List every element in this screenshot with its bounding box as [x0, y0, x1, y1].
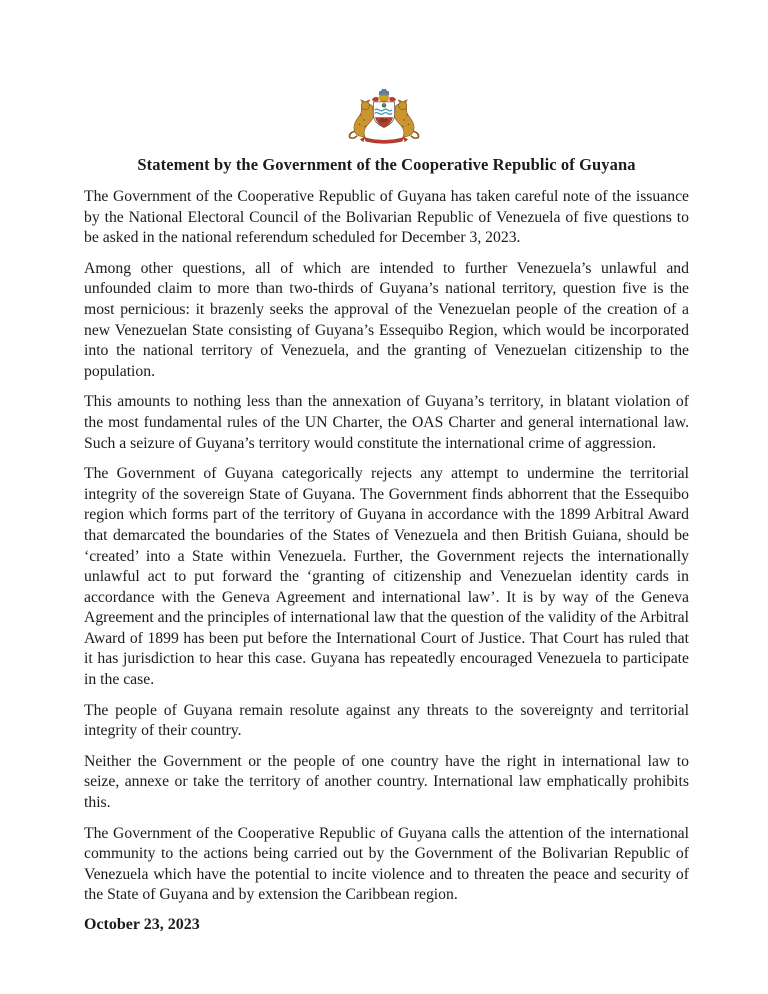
statement-paragraph-6: Neither the Government or the people of one country have the right in international law to seize, annexe or take the territory of another country. International law emphatically prohibits this.: [84, 752, 689, 812]
statement-paragraph-3: This amounts to nothing less than the annexation of Guyana’s territory, in blatant violation of the most fundamental rules of the UN Charter, the OAS Charter and general international law. Such a seizure of Guyana’s territory would constitute the international crime of aggression.: [84, 393, 689, 452]
guyana-coat-of-arms-icon: [0, 85, 768, 145]
statement-title: Statement by the Government of the Cooperative Republic of Guyana: [137, 155, 636, 174]
statement-paragraph-5: The people of Guyana remain resolute against any threats to the sovereignty and territorial integrity of their country.: [84, 701, 689, 740]
statement-paragraph-2: Among other questions, all of which are intended to further Venezuela’s unlawful and unfounded claim to more than two-thirds of Guyana’s national territory, question five is the most pernicious: it brazenly seeks the approval of the Venezuelan people of the creation of a new Venezuelan State consisting of Guyana’s Essequibo Region, which would be incorporated into the national territory of Venezuela, and the granting of Venezuelan citizenship to the population.: [84, 259, 689, 380]
statement-date: October 23, 2023: [84, 916, 200, 933]
statement-paragraph-1: The Government of the Cooperative Republic of Guyana has taken careful note of the issuance by the National Electoral Council of the Bolivarian Republic of Venezuela of five questions to be asked in the national referendum scheduled for December 3, 2023.: [84, 188, 689, 247]
statement-body: [84, 155, 689, 934]
statement-paragraph-4: The Government of Guyana categorically rejects any attempt to undermine the territorial integrity of the sovereign State of Guyana. The Government finds abhorrent that the Essequibo region which forms part of the territory of Guyana in accordance with the 1899 Arbitral Award that demarcated the boundaries of the States of Venezuela and then British Guiana, should be ‘created’ into a State within Venezuela. Further, the Government rejects the internationally unlawful act to put forward the ‘granting of citizenship and Venezuelan identity cards in accordance with the Geneva Agreement and international law’. It is by way of the Geneva Agreement and the principles of international law that the question of the validity of the Arbitral Award of 1899 has been put before the International Court of Justice. That Court has ruled that it has jurisdiction to hear this case. Guyana has repeatedly encouraged Venezuela to participate in the case.: [84, 465, 689, 689]
guyana-coat-of-arms-svg: [343, 85, 425, 145]
statement-paragraph-7: The Government of the Cooperative Republic of Guyana calls the attention of the international community to the actions being carried out by the Government of the Bolivarian Republic of Venezuela which have the potential to incite violence and to threaten the peace and security of the State of Guyana and by extension the Caribbean region.: [84, 824, 689, 904]
